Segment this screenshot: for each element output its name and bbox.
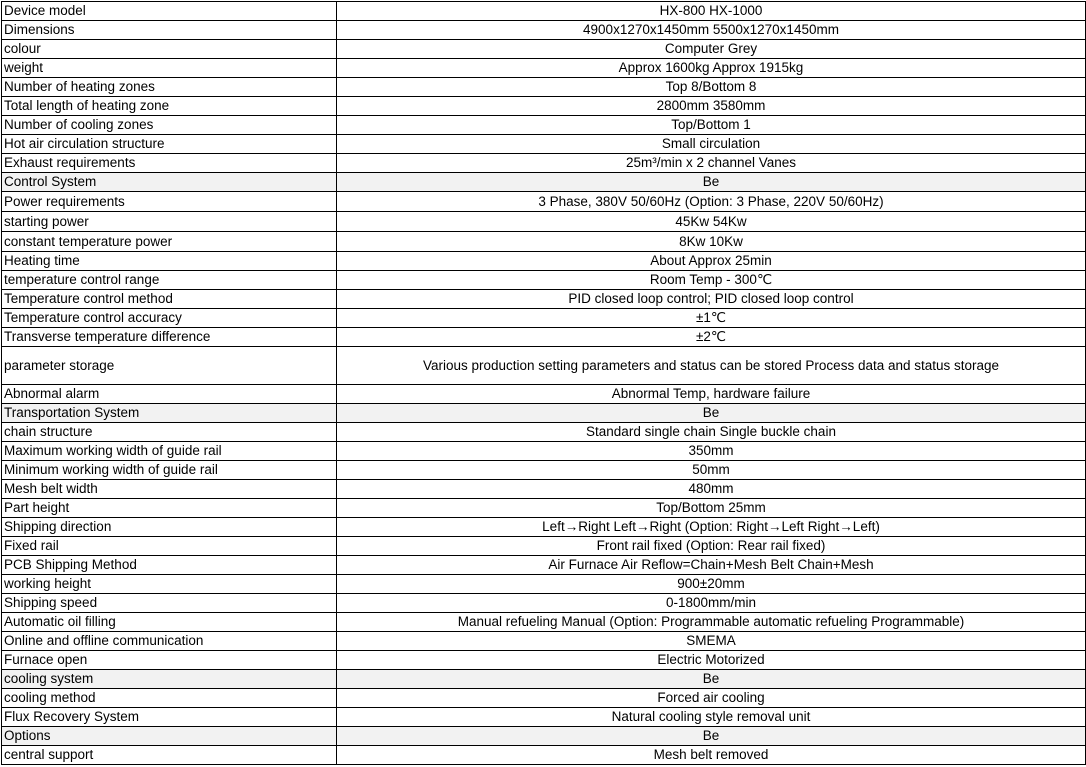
table-row [2, 632, 1086, 651]
table-row [2, 480, 1086, 499]
table-row [2, 59, 1086, 78]
table-row [2, 689, 1086, 708]
table-row [2, 499, 1086, 518]
row-label: Online and offline communication [2, 632, 337, 651]
table-row [2, 78, 1086, 97]
row-label: working height [2, 575, 337, 594]
row-label: Number of heating zones [2, 78, 337, 97]
row-label: temperature control range [2, 271, 337, 290]
row-label: Automatic oil filling [2, 613, 337, 632]
row-value: 25m³/min x 2 channel Vanes [337, 154, 1086, 173]
row-label: chain structure [2, 423, 337, 442]
row-value: Small circulation [337, 135, 1086, 154]
table-row [2, 423, 1086, 442]
row-value: Top/Bottom 25mm [337, 499, 1086, 518]
table-row [2, 212, 1086, 232]
spec-table [1, 1, 1086, 765]
row-label: Flux Recovery System [2, 708, 337, 727]
table-row [2, 271, 1086, 290]
row-label: cooling method [2, 689, 337, 708]
table-row [2, 252, 1086, 271]
table-row [2, 594, 1086, 613]
row-value: Electric Motorized [337, 651, 1086, 670]
row-value: Computer Grey [337, 40, 1086, 59]
row-value: 45Kw 54Kw [337, 212, 1086, 232]
table-row [2, 537, 1086, 556]
row-label: Temperature control accuracy [2, 309, 337, 328]
row-value: Top 8/Bottom 8 [337, 78, 1086, 97]
table-row [2, 135, 1086, 154]
row-value: About Approx 25min [337, 252, 1086, 271]
row-value: Front rail fixed (Option: Rear rail fixed) [337, 537, 1086, 556]
row-label: central support [2, 746, 337, 765]
table-row [2, 116, 1086, 135]
section-row-options [2, 727, 1086, 746]
table-row [2, 518, 1086, 537]
row-value: 350mm [337, 442, 1086, 461]
row-value: HX-800 HX-1000 [337, 2, 1086, 21]
row-label: parameter storage [2, 347, 337, 385]
row-label: colour [2, 40, 337, 59]
row-value: 480mm [337, 480, 1086, 499]
row-label: Power requirements [2, 192, 337, 212]
row-value: 0-1800mm/min [337, 594, 1086, 613]
row-value: Natural cooling style removal unit [337, 708, 1086, 727]
row-value: 3 Phase, 380V 50/60Hz (Option: 3 Phase, 220V 50/60Hz) [337, 192, 1086, 212]
table-row [2, 651, 1086, 670]
table-row [2, 385, 1086, 404]
row-label: Shipping speed [2, 594, 337, 613]
row-label: Number of cooling zones [2, 116, 337, 135]
table-row [2, 461, 1086, 480]
row-value: Air Furnace Air Reflow=Chain+Mesh Belt Chain+Mesh [337, 556, 1086, 575]
row-value: Standard single chain Single buckle chain [337, 423, 1086, 442]
row-label: Part height [2, 499, 337, 518]
section-value: Be [337, 404, 1086, 423]
row-value: 50mm [337, 461, 1086, 480]
row-value: Room Temp - 300℃ [337, 271, 1086, 290]
row-label: weight [2, 59, 337, 78]
section-label: Control System [2, 173, 337, 192]
row-value: 900±20mm [337, 575, 1086, 594]
row-label: Heating time [2, 252, 337, 271]
row-label: Dimensions [2, 21, 337, 40]
row-label: Fixed rail [2, 537, 337, 556]
row-value: Forced air cooling [337, 689, 1086, 708]
row-value: ±1℃ [337, 309, 1086, 328]
row-value: 2800mm 3580mm [337, 97, 1086, 116]
table-row [2, 575, 1086, 594]
table-row [2, 97, 1086, 116]
section-row-cooling-system [2, 670, 1086, 689]
row-label: Mesh belt width [2, 480, 337, 499]
row-label: Abnormal alarm [2, 385, 337, 404]
row-value: 4900x1270x1450mm 5500x1270x1450mm [337, 21, 1086, 40]
row-label: Minimum working width of guide rail [2, 461, 337, 480]
table-row [2, 192, 1086, 212]
row-value: PID closed loop control; PID closed loop control [337, 290, 1086, 309]
table-row [2, 309, 1086, 328]
row-label: Device model [2, 2, 337, 21]
row-value: Top/Bottom 1 [337, 116, 1086, 135]
section-value: Be [337, 727, 1086, 746]
row-label: Total length of heating zone [2, 97, 337, 116]
row-label: constant temperature power [2, 232, 337, 252]
table-row [2, 746, 1086, 765]
table-row [2, 556, 1086, 575]
table-row [2, 290, 1086, 309]
row-value: Mesh belt removed [337, 746, 1086, 765]
table-row [2, 2, 1086, 21]
row-label: PCB Shipping Method [2, 556, 337, 575]
section-value: Be [337, 173, 1086, 192]
row-value: Left→Right Left→Right (Option: Right→Left Right→Left) [337, 518, 1086, 537]
row-value: SMEMA [337, 632, 1086, 651]
row-label: Exhaust requirements [2, 154, 337, 173]
section-label: Options [2, 727, 337, 746]
row-value: Abnormal Temp, hardware failure [337, 385, 1086, 404]
section-row-control-system [2, 173, 1086, 192]
row-value: ±2℃ [337, 328, 1086, 347]
table-row [2, 232, 1086, 252]
row-label: starting power [2, 212, 337, 232]
table-row [2, 613, 1086, 632]
row-label: Transverse temperature difference [2, 328, 337, 347]
row-value: Approx 1600kg Approx 1915kg [337, 59, 1086, 78]
section-label: Transportation System [2, 404, 337, 423]
row-value: Various production setting parameters and status can be stored Process data and status storage [337, 347, 1086, 385]
row-value: Manual refueling Manual (Option: Programmable automatic refueling Programmable) [337, 613, 1086, 632]
table-row [2, 708, 1086, 727]
row-label: Hot air circulation structure [2, 135, 337, 154]
table-row [2, 442, 1086, 461]
section-label: cooling system [2, 670, 337, 689]
row-label: Furnace open [2, 651, 337, 670]
table-row [2, 328, 1086, 347]
table-row [2, 21, 1086, 40]
row-value: 8Kw 10Kw [337, 232, 1086, 252]
row-label: Shipping direction [2, 518, 337, 537]
table-row [2, 347, 1086, 385]
row-label: Maximum working width of guide rail [2, 442, 337, 461]
table-row [2, 154, 1086, 173]
row-label: Temperature control method [2, 290, 337, 309]
section-row-transportation-system [2, 404, 1086, 423]
table-row [2, 40, 1086, 59]
section-value: Be [337, 670, 1086, 689]
